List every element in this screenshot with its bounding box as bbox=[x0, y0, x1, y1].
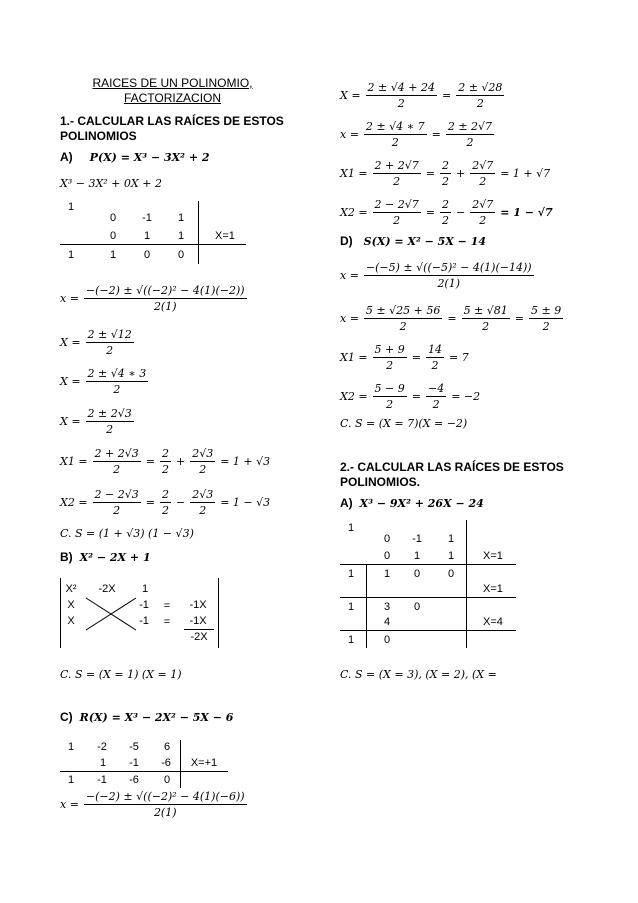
ruffini-2a-r6-1: 1 bbox=[347, 634, 355, 646]
eq-d-x1-frac1-den: 2 bbox=[386, 359, 394, 372]
eq-a-x2-frac3-den: 2 bbox=[199, 504, 207, 517]
eq-r-x1 bbox=[340, 158, 550, 189]
eq-a-x2-frac2-num: 2 bbox=[161, 488, 169, 501]
ruffini-2a-root2: X=1 bbox=[483, 583, 503, 595]
eq-d-2-eq1: = bbox=[447, 312, 457, 325]
eq-r-x2-frac2 bbox=[440, 197, 451, 228]
eq-c-1-fraction bbox=[84, 789, 247, 820]
ruffini-a-mid-3: 1 bbox=[177, 230, 185, 242]
eq-a-2-fraction bbox=[86, 327, 134, 358]
eq-a-x2-minus: − bbox=[175, 496, 186, 509]
eq-a-1-num: −(−2) ± √((−2)² − 4(1)(−2)) bbox=[85, 284, 245, 297]
eq-a-x1-lhs: X1 = bbox=[60, 455, 88, 468]
ruffini-2a-r3-1: 1 bbox=[347, 568, 355, 580]
eq-d-1 bbox=[340, 260, 536, 291]
eq-a-3-lhs: X = bbox=[60, 375, 81, 388]
ruffini-a-vline bbox=[198, 201, 199, 264]
eq-d-2-frac1-num: 5 ± √25 + 56 bbox=[365, 304, 441, 317]
eq-a-x1-frac2-num: 2 bbox=[161, 447, 169, 460]
ruffini-c-top-4: 6 bbox=[163, 741, 171, 753]
eq-a-x1-frac3-den: 2 bbox=[199, 463, 207, 476]
eq-r-1-frac1-den: 2 bbox=[397, 97, 405, 110]
eq-r-x1-plus: + bbox=[455, 167, 466, 180]
eq-r-2-frac2-num: 2 ± 2√7 bbox=[447, 120, 493, 133]
eq-a-2-num: 2 ± √12 bbox=[87, 328, 132, 341]
eq-d-2 bbox=[340, 303, 565, 334]
eq-d-x1-eq: = bbox=[411, 351, 421, 364]
eq-a-4-fraction bbox=[86, 406, 134, 437]
ruffini-c-bottom-4: 0 bbox=[163, 774, 171, 786]
eq-a-x2-frac2 bbox=[160, 487, 171, 518]
eq-a-4-lhs: X = bbox=[60, 415, 81, 428]
ruffini-c-mid-1: 1 bbox=[99, 757, 107, 769]
section2-heading-line1: 2.- CALCULAR LAS RAÍCES DE ESTOS bbox=[340, 460, 564, 474]
ruffini-a-top-4: 1 bbox=[177, 212, 185, 224]
problem-c-header bbox=[60, 710, 233, 724]
problem-b-label: B) bbox=[60, 550, 73, 564]
eq-r-1-frac2-den: 2 bbox=[476, 97, 484, 110]
eq-r-1-eq: = bbox=[441, 89, 452, 102]
problem-2a-header bbox=[340, 496, 484, 510]
eq-d-2-frac2-den: 2 bbox=[482, 320, 490, 333]
eq-a-x1-frac2-den: 2 bbox=[161, 463, 169, 476]
eq-r-x2-lhs: X2 = bbox=[340, 206, 368, 219]
eq-a-x2-result: = 1 − √3 bbox=[220, 496, 271, 509]
eq-d-x2-lhs: X2 = bbox=[340, 390, 368, 403]
problem-a-header bbox=[60, 150, 210, 164]
ruffini-2a-vline-left bbox=[366, 564, 367, 648]
grid-b-sum-line bbox=[184, 629, 214, 630]
eq-a-1-den: 2(1) bbox=[153, 300, 177, 313]
eq-d-x2-frac1-num: 5 − 9 bbox=[374, 382, 405, 395]
ruffini-2a-root3: X=4 bbox=[483, 616, 503, 628]
eq-r-x1-frac3-num: 2√7 bbox=[472, 159, 494, 172]
eq-r-x2-result: = 1 − √7 bbox=[500, 206, 553, 219]
eq-r-x2-frac3-den: 2 bbox=[479, 214, 487, 227]
eq-r-x2-eq: = bbox=[425, 206, 435, 219]
eq-a-x2-frac3-num: 2√3 bbox=[192, 488, 214, 501]
problem-c-label: C) bbox=[60, 710, 73, 724]
ruffini-a-bottom-3: 0 bbox=[143, 249, 151, 261]
eq-a-3-fraction bbox=[86, 366, 149, 397]
eq-a-2 bbox=[60, 327, 136, 358]
problem-2a-label: A) bbox=[340, 496, 353, 510]
problem-c-polynomial: R(X) = X³ − 2X² − 5X − 6 bbox=[79, 710, 234, 724]
eq-a-x1-frac3-num: 2√3 bbox=[192, 447, 214, 460]
eq-a-x2-frac2-den: 2 bbox=[161, 504, 169, 517]
eq-a-x1-frac1-num: 2 + 2√3 bbox=[94, 447, 139, 460]
eq-a-2-lhs: X = bbox=[60, 336, 81, 349]
eq-c-1-num: −(−2) ± √((−2)² − 4(1)(−6)) bbox=[85, 790, 245, 803]
doc-title-line2: FACTORIZACION bbox=[123, 91, 222, 105]
eq-d-2-lhs: x = bbox=[340, 312, 359, 325]
eq-r-x1-eq: = bbox=[425, 167, 435, 180]
eq-a-1-lhs: x = bbox=[60, 292, 79, 305]
eq-r-x2 bbox=[340, 197, 553, 228]
eq-r-x1-frac2-den: 2 bbox=[441, 175, 449, 188]
eq-d-x2-frac1 bbox=[373, 381, 407, 412]
ruffini-a-bottom-1: 1 bbox=[67, 249, 75, 261]
eq-d-2-frac3-den: 2 bbox=[542, 320, 550, 333]
ruffini-c-mid-3: -6 bbox=[161, 757, 171, 769]
problem-a-label: A) bbox=[60, 150, 73, 164]
ruffini-c-top-3: -5 bbox=[129, 741, 139, 753]
grid-b-r1-2: -2X bbox=[98, 583, 116, 595]
eq-a-x2 bbox=[60, 487, 270, 518]
problem-d-polynomial: S(X) = X² − 5X − 14 bbox=[363, 234, 487, 248]
eq-a-x1-result: = 1 + √3 bbox=[220, 455, 271, 468]
eq-r-2-frac2 bbox=[446, 119, 494, 150]
ruffini-c-root: X=+1 bbox=[190, 757, 218, 769]
eq-a-x2-frac3 bbox=[190, 487, 215, 518]
eq-r-x1-frac3 bbox=[470, 158, 495, 189]
section1-heading-line1: 1.- CALCULAR LAS RAÍCES DE ESTOS bbox=[60, 114, 284, 128]
eq-d-x1-frac2 bbox=[426, 342, 444, 373]
eq-a-x1-plus: + bbox=[175, 455, 186, 468]
eq-d-1-num: −(−5) ± √((−5)² − 4(1)(−14)) bbox=[365, 261, 532, 274]
eq-r-2-frac2-den: 2 bbox=[466, 136, 474, 149]
problem-2a-polynomial: X³ − 9X² + 26X − 24 bbox=[359, 496, 484, 510]
ruffini-2a-r5-1: 4 bbox=[383, 616, 391, 628]
problem-d-header bbox=[340, 234, 486, 248]
ruffini-a-top-1: 1 bbox=[67, 201, 75, 213]
eq-r-1-lhs: X = bbox=[340, 89, 361, 102]
eq-r-x1-frac3-den: 2 bbox=[479, 175, 487, 188]
eq-r-x1-frac2 bbox=[440, 158, 451, 189]
eq-d-x1-result: = 7 bbox=[448, 351, 469, 364]
eq-d-1-lhs: x = bbox=[340, 269, 359, 282]
ruffini-2a-vline-right bbox=[466, 520, 467, 648]
eq-r-1-frac2 bbox=[456, 80, 504, 111]
ruffini-c-bottom-3: -6 bbox=[129, 774, 139, 786]
problem-d-label: D) bbox=[340, 234, 353, 248]
eq-a-x1-frac2 bbox=[160, 446, 171, 477]
ruffini-2a-r6-2: 0 bbox=[383, 634, 391, 646]
eq-d-x2-frac2-den: 2 bbox=[432, 398, 440, 411]
eq-a-3-den: 2 bbox=[113, 383, 121, 396]
ruffini-2a-r1-2: -1 bbox=[412, 533, 422, 545]
eq-r-1-frac2-num: 2 ± √28 bbox=[458, 81, 503, 94]
eq-d-x2-frac2-num: −4 bbox=[427, 382, 445, 395]
eq-d-x2 bbox=[340, 381, 480, 412]
section1-heading bbox=[60, 114, 284, 144]
ruffini-2a-r3-3: 0 bbox=[413, 568, 421, 580]
eq-a-x1-frac1-den: 2 bbox=[113, 463, 121, 476]
ruffini-2a-r4-3: 0 bbox=[413, 601, 421, 613]
cs-a: C. S = (1 + √3) (1 − √3) bbox=[60, 527, 194, 540]
eq-d-1-den: 2(1) bbox=[437, 277, 461, 290]
eq-a-x1 bbox=[60, 446, 270, 477]
ruffini-a-mid-1: 0 bbox=[109, 230, 117, 242]
eq-r-x1-frac1-num: 2 + 2√7 bbox=[374, 159, 419, 172]
eq-a-2-den: 2 bbox=[106, 344, 114, 357]
ruffini-a-bottom-2: 1 bbox=[109, 249, 117, 261]
ruffini-2a-r3-2: 1 bbox=[383, 568, 391, 580]
ruffini-c-mid-2: -1 bbox=[129, 757, 139, 769]
section1-heading-line2: POLINOMIOS bbox=[60, 129, 137, 143]
grid-b-r3-1: X bbox=[67, 615, 75, 627]
eq-a-4-den: 2 bbox=[106, 423, 114, 436]
eq-a-x2-frac1-num: 2 − 2√3 bbox=[94, 488, 139, 501]
eq-c-1-den: 2(1) bbox=[153, 806, 177, 819]
eq-d-2-frac1-den: 2 bbox=[399, 320, 407, 333]
eq-a-x2-lhs: X2 = bbox=[60, 496, 88, 509]
eq-r-2 bbox=[340, 119, 496, 150]
eq-a-3-num: 2 ± √4 ∗ 3 bbox=[87, 367, 147, 380]
grid-b-r1-3: 1 bbox=[141, 583, 149, 595]
eq-d-x2-frac2 bbox=[426, 381, 446, 412]
eq-c-1 bbox=[60, 789, 249, 820]
eq-d-x1-frac1-num: 5 + 9 bbox=[374, 343, 405, 356]
eq-a-x1-frac1 bbox=[93, 446, 141, 477]
grid-b-sum: -2X bbox=[190, 631, 208, 643]
eq-r-x2-frac1 bbox=[373, 197, 421, 228]
ruffini-a-hline bbox=[60, 244, 246, 245]
problem-b-header bbox=[60, 550, 151, 564]
ruffini-2a-r2-1: 0 bbox=[383, 550, 391, 562]
ruffini-c-top-2: -2 bbox=[97, 741, 107, 753]
grid-b-r3-2: -1 bbox=[139, 615, 149, 627]
cs-2a: C. S = (X = 3), (X = 2), (X = bbox=[340, 668, 497, 681]
eq-a-x2-frac1 bbox=[93, 487, 141, 518]
ruffini-a-top-2: 0 bbox=[109, 212, 117, 224]
section2-heading bbox=[340, 460, 564, 490]
eq-r-x1-frac2-num: 2 bbox=[441, 159, 449, 172]
grid-b-r2-4: -1X bbox=[189, 599, 207, 611]
ruffini-c-hline bbox=[60, 771, 228, 772]
eq-r-1 bbox=[340, 80, 506, 111]
section2-heading-line2: POLINOMIOS. bbox=[340, 475, 421, 489]
eq-a-4 bbox=[60, 406, 136, 437]
ruffini-2a-r4-1: 1 bbox=[347, 601, 355, 613]
eq-r-2-frac1-den: 2 bbox=[391, 136, 399, 149]
problem-a-expanded: X³ − 3X² + 0X + 2 bbox=[60, 177, 162, 190]
eq-d-1-fraction bbox=[364, 260, 534, 291]
ruffini-a-mid-2: 1 bbox=[143, 230, 151, 242]
ruffini-a-bottom-4: 0 bbox=[177, 249, 185, 261]
eq-d-x2-eq: = bbox=[411, 390, 421, 403]
eq-r-x1-frac1 bbox=[373, 158, 421, 189]
ruffini-c-top-1: 1 bbox=[67, 741, 75, 753]
eq-r-x2-frac2-num: 2 bbox=[441, 198, 449, 211]
problem-b-polynomial: X² − 2X + 1 bbox=[79, 550, 151, 564]
ruffini-c-bottom-2: -1 bbox=[97, 774, 107, 786]
eq-r-x2-frac1-num: 2 − 2√7 bbox=[374, 198, 419, 211]
eq-d-2-frac2-num: 5 ± √81 bbox=[463, 304, 508, 317]
eq-c-1-lhs: x = bbox=[60, 798, 79, 811]
ruffini-2a-r4-2: 3 bbox=[383, 601, 391, 613]
eq-d-x1-frac2-num: 14 bbox=[427, 343, 442, 356]
eq-r-x1-frac1-den: 2 bbox=[393, 175, 401, 188]
grid-b-r3-3: = bbox=[163, 616, 171, 628]
ruffini-c-bottom-1: 1 bbox=[67, 774, 75, 786]
problem-a-polynomial: P(X) = X³ − 3X² + 2 bbox=[89, 150, 210, 164]
doc-title bbox=[60, 76, 285, 106]
eq-d-x1 bbox=[340, 342, 469, 373]
eq-r-x1-lhs: X1 = bbox=[340, 167, 368, 180]
eq-d-x2-frac1-den: 2 bbox=[386, 398, 394, 411]
eq-d-x1-frac2-den: 2 bbox=[431, 359, 439, 372]
eq-d-2-frac3 bbox=[529, 303, 563, 334]
ruffini-c-vline bbox=[180, 740, 181, 788]
eq-r-x2-frac3-num: 2√7 bbox=[472, 198, 494, 211]
ruffini-2a-r1-3: 1 bbox=[447, 533, 455, 545]
eq-r-1-frac1-num: 2 ± √4 + 24 bbox=[367, 81, 435, 94]
eq-a-x1-frac3 bbox=[190, 446, 215, 477]
eq-r-x1-result: = 1 + √7 bbox=[500, 167, 551, 180]
ruffini-2a-r2-3: 1 bbox=[447, 550, 455, 562]
eq-a-1-fraction bbox=[84, 283, 247, 314]
ruffini-2a-root1: X=1 bbox=[483, 550, 503, 562]
ruffini-2a-r1-1: 0 bbox=[383, 533, 391, 545]
ruffini-2a-r0-1: 1 bbox=[347, 522, 355, 534]
eq-r-x2-frac3 bbox=[470, 197, 495, 228]
eq-r-x2-frac2-den: 2 bbox=[441, 214, 449, 227]
eq-r-1-frac1 bbox=[366, 80, 437, 111]
grid-b-r2-1: X bbox=[67, 599, 75, 611]
ruffini-a-top-3: -1 bbox=[142, 212, 152, 224]
eq-d-2-frac2 bbox=[462, 303, 510, 334]
eq-r-2-frac1-num: 2 ± √4 ∗ 7 bbox=[365, 120, 425, 133]
eq-r-2-frac1 bbox=[364, 119, 427, 150]
eq-d-x1-frac1 bbox=[373, 342, 407, 373]
cs-d: C. S = (X = 7)(X = −2) bbox=[340, 417, 468, 430]
eq-d-2-frac1 bbox=[364, 303, 442, 334]
eq-r-2-lhs: x = bbox=[340, 128, 359, 141]
eq-a-x2-frac1-den: 2 bbox=[113, 504, 121, 517]
grid-b-frame-left bbox=[60, 578, 61, 648]
doc-title-line1: RAICES DE UN POLINOMIO, bbox=[92, 76, 253, 90]
eq-d-x2-result: = −2 bbox=[451, 390, 481, 403]
ruffini-2a-r3-4: 0 bbox=[447, 568, 455, 580]
grid-b-cross bbox=[84, 596, 138, 632]
eq-a-3 bbox=[60, 366, 150, 397]
grid-b-r2-2: -1 bbox=[139, 599, 149, 611]
eq-d-x1-lhs: X1 = bbox=[340, 351, 368, 364]
eq-r-x2-frac1-den: 2 bbox=[393, 214, 401, 227]
eq-d-2-frac3-num: 5 ± 9 bbox=[531, 304, 562, 317]
ruffini-2a-r2-2: 1 bbox=[413, 550, 421, 562]
eq-r-x2-minus: − bbox=[455, 206, 466, 219]
grid-b-r3-4: -1X bbox=[189, 615, 207, 627]
cs-b: C. S = (X = 1) (X = 1) bbox=[60, 668, 182, 681]
grid-b-r1-1: X² bbox=[65, 583, 77, 595]
eq-r-2-eq: = bbox=[431, 128, 441, 141]
eq-a-x2-eq: = bbox=[145, 496, 155, 509]
eq-a-x1-eq: = bbox=[145, 455, 155, 468]
eq-d-2-eq2: = bbox=[514, 312, 524, 325]
grid-b-frame-right bbox=[218, 578, 219, 648]
eq-a-4-num: 2 ± 2√3 bbox=[87, 407, 132, 420]
grid-b-r2-3: = bbox=[163, 600, 171, 612]
eq-a-1 bbox=[60, 283, 249, 314]
ruffini-a-root: X=1 bbox=[215, 230, 235, 242]
